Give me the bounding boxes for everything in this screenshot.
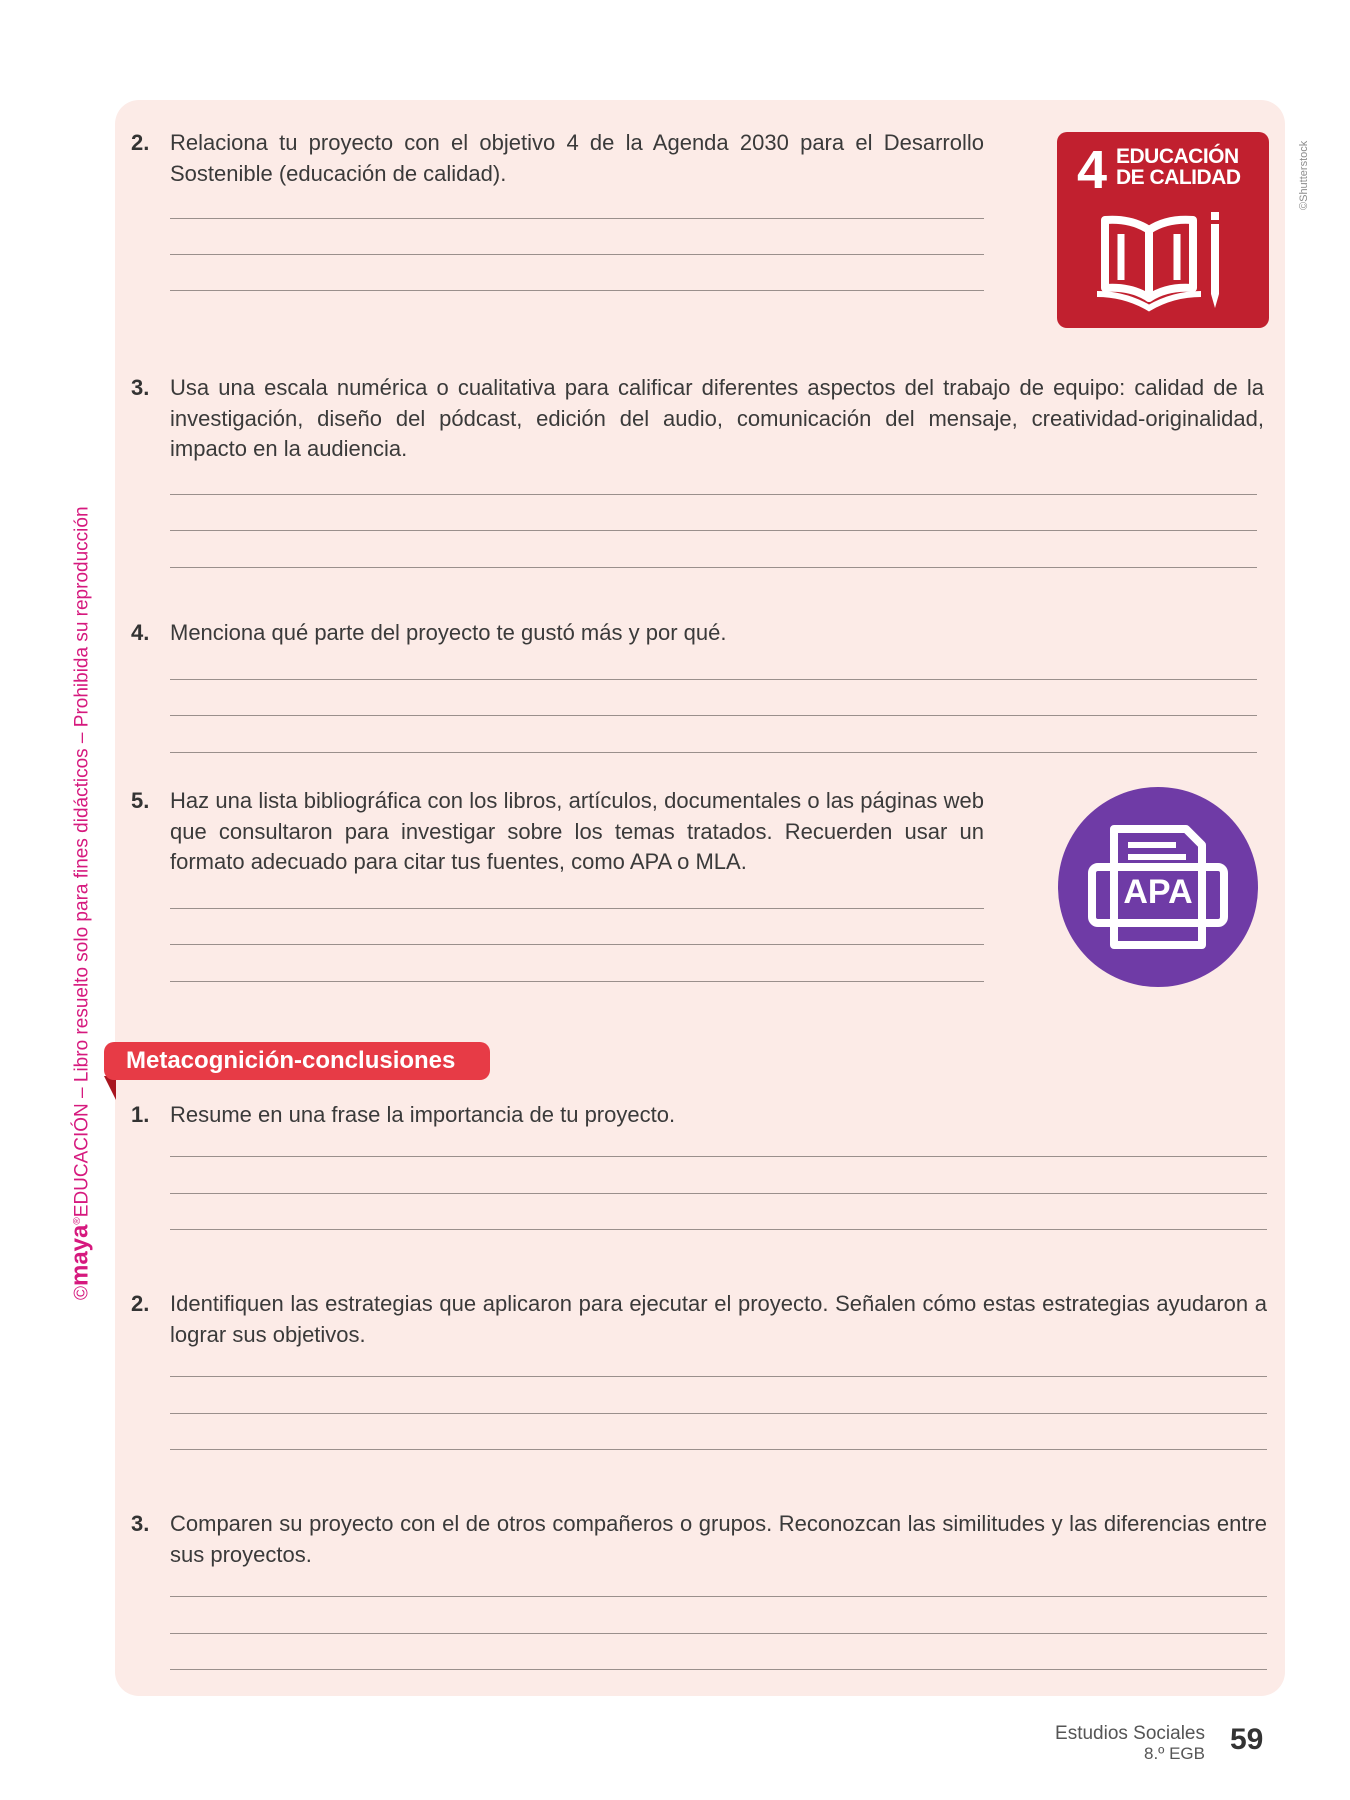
question-4: [131, 618, 1264, 649]
brand-logo: maya: [66, 1224, 94, 1286]
apa-label: APA: [1123, 873, 1193, 911]
answer-line[interactable]: [170, 1449, 1267, 1450]
copyright-symbol: ©: [71, 1286, 93, 1300]
registered-mark: ®: [72, 1217, 83, 1225]
answer-line[interactable]: [170, 752, 1257, 753]
question-number: 2.: [131, 1291, 150, 1316]
answer-line[interactable]: [170, 218, 984, 219]
question-number: 1.: [131, 1102, 150, 1127]
sdg-number: 4: [1077, 140, 1108, 200]
footer-subject: Estudios Sociales: [1055, 1723, 1205, 1744]
sdg-title-line1: EDUCACIÓN: [1116, 145, 1239, 168]
question-text: Menciona qué parte del proyecto te gustó más y por qué.: [170, 620, 727, 645]
question-text: Resume en una frase la importancia de tu proyecto.: [170, 1102, 676, 1127]
answer-line[interactable]: [170, 1596, 1267, 1597]
question-2: [131, 128, 984, 190]
question-text: Relaciona tu proyecto con el objetivo 4 de la Agenda 2030 para el Desarrollo Sostenible (educación de calidad).: [170, 130, 984, 186]
answer-line[interactable]: [170, 1229, 1267, 1230]
answer-line[interactable]: [170, 530, 1257, 531]
answer-line[interactable]: [170, 679, 1257, 680]
page-number: 59: [1230, 1723, 1264, 1756]
answer-line[interactable]: [170, 290, 984, 291]
answer-line[interactable]: [170, 1376, 1267, 1377]
question-5: [131, 786, 984, 878]
answer-line[interactable]: [170, 944, 984, 945]
question-text: Usa una escala numérica o cualitativa para calificar diferentes aspectos del trabajo de equipo: calidad de la investigación, diseño del pódcast, edición del audio, comunicación del mensaje, creatividad-originalidad, impacto en la audiencia.: [170, 375, 1264, 461]
answer-line[interactable]: [170, 1669, 1267, 1670]
question-text: Comparen su proyecto con el de otros compañeros o grupos. Reconozcan las similitudes y las diferencias entre sus proyectos.: [170, 1511, 1267, 1567]
section-title: Metacognición-conclusiones: [126, 1047, 456, 1074]
meta-question-1: [131, 1100, 1264, 1131]
answer-line[interactable]: [170, 715, 1257, 716]
meta-question-3: [131, 1509, 1267, 1571]
answer-line[interactable]: [170, 1156, 1267, 1157]
sidebar-notice: EDUCACIÓN – Libro resuelto solo para fines didácticos – Prohibida su reproducción: [71, 506, 93, 1218]
answer-line[interactable]: [170, 908, 984, 909]
sdg-title-line2: DE CALIDAD: [1116, 166, 1241, 189]
question-number: 2.: [131, 130, 150, 155]
question-3: [131, 373, 1264, 465]
question-number: 5.: [131, 788, 150, 813]
question-text: Haz una lista bibliográfica con los libros, artículos, documentales o las páginas web que consultaron para investigar sobre los temas tratados. Recuerden usar un formato adecuado para citar tus fuentes, como APA o MLA.: [170, 788, 984, 874]
book-pencil-icon: [1097, 212, 1227, 312]
question-number: 3.: [131, 1511, 150, 1536]
section-banner: [104, 1042, 490, 1080]
answer-line[interactable]: [170, 494, 1257, 495]
image-credit: ©Shutterstock: [1298, 140, 1310, 210]
answer-line[interactable]: [170, 567, 1257, 568]
sidebar-copyright: [58, 500, 98, 1300]
meta-question-2: [131, 1289, 1267, 1351]
sdg-4-badge: [1057, 132, 1269, 328]
question-text: Identifiquen las estrategias que aplicaron para ejecutar el proyecto. Señalen cómo estas estrategias ayudaron a lograr sus objetivos.: [170, 1291, 1267, 1347]
answer-line[interactable]: [170, 1193, 1267, 1194]
question-number: 3.: [131, 375, 150, 400]
question-number: 4.: [131, 620, 150, 645]
answer-line[interactable]: [170, 981, 984, 982]
answer-line[interactable]: [170, 1633, 1267, 1634]
footer-grade: 8.º EGB: [1143, 1744, 1205, 1763]
apa-badge: [1058, 787, 1258, 987]
answer-line[interactable]: [170, 254, 984, 255]
answer-line[interactable]: [170, 1413, 1267, 1414]
